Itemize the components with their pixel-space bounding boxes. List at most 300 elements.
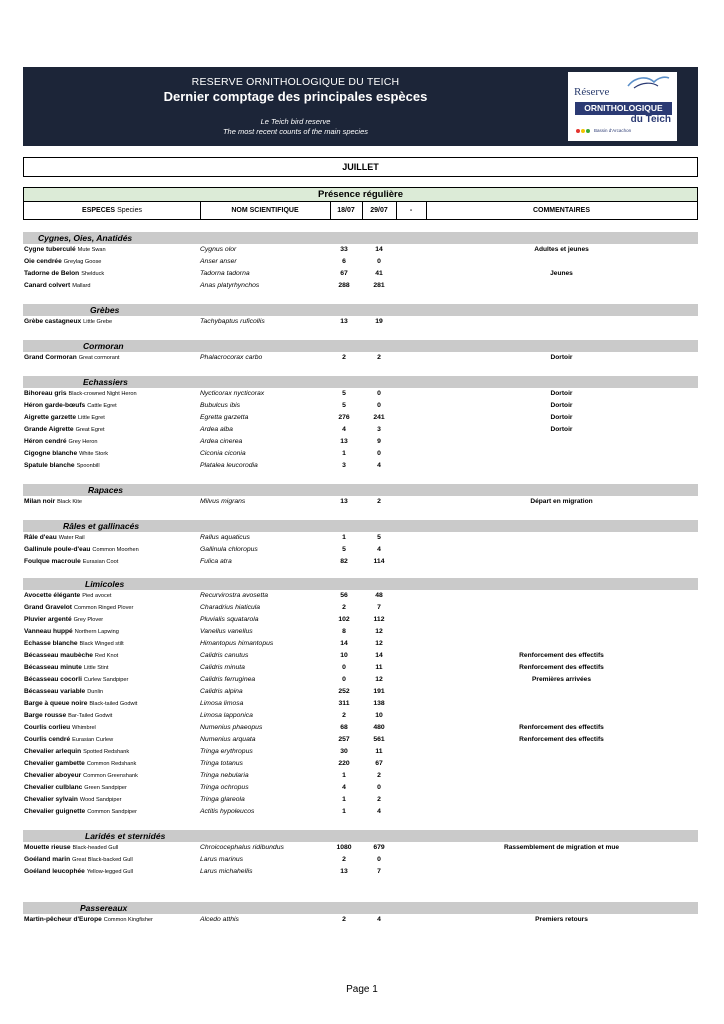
species-english-name: Cattle Egret	[87, 403, 117, 409]
group-title: Grèbes	[90, 305, 120, 315]
species-french-name: Martin-pêcheur d'Europe	[24, 916, 102, 923]
species-row	[23, 436, 698, 448]
count-date-1: 13	[340, 868, 348, 875]
species-french-name: Grande Aigrette	[24, 426, 74, 433]
scientific-name: Phalacrocorax carbo	[200, 354, 263, 361]
count-date-2: 11	[375, 664, 383, 671]
count-date-2: 138	[373, 700, 385, 707]
species-english-name: Great cormorant	[78, 355, 120, 361]
scientific-name: Ardea alba	[200, 426, 233, 433]
species-english-name: Mute Swan	[77, 247, 106, 253]
species-name	[24, 448, 108, 460]
species-english-name: Water Rail	[58, 535, 85, 541]
report-title: Dernier comptage des principales espèces	[163, 89, 428, 104]
count-date-2: 191	[373, 688, 385, 695]
count-date-2: 48	[375, 592, 383, 599]
count-date-2: 2	[377, 772, 381, 779]
species-french-name: Courlis cendré	[24, 736, 71, 743]
species-row	[23, 460, 698, 472]
count-date-2: 281	[373, 282, 385, 289]
count-date-1: 10	[340, 652, 348, 659]
count-date-1: 8	[342, 628, 346, 635]
species-english-name: Common Greenshank	[83, 773, 138, 779]
species-english-name: Green Sandpiper	[84, 785, 127, 791]
english-subtitle-2: The most recent counts of the main species	[222, 127, 369, 136]
species-row	[23, 806, 698, 818]
species-row	[23, 866, 698, 878]
count-date-2: 0	[377, 856, 381, 863]
comment: Adultes et jeunes	[534, 246, 589, 253]
species-french-name: Chevalier culblanc	[24, 784, 83, 791]
species-english-name: Little Egret	[78, 415, 105, 421]
count-date-1: 33	[340, 246, 348, 253]
species-french-name: Râle d'eau	[24, 534, 57, 541]
species-row	[23, 650, 698, 662]
species-french-name: Bihoreau gris	[24, 390, 67, 397]
species-english-name: Great Egret	[75, 427, 105, 433]
species-french-name: Barge à queue noire	[24, 700, 88, 707]
count-date-2: 11	[375, 748, 383, 755]
species-french-name: Goéland leucophée	[24, 868, 85, 875]
group-header	[23, 902, 698, 914]
comment: Dortoir	[550, 402, 573, 409]
scientific-name: Calidris ferruginea	[200, 676, 256, 683]
scientific-name: Alcedo atthis	[200, 916, 239, 923]
comment: Renforcement des effectifs	[519, 664, 604, 671]
count-date-2: 0	[377, 402, 381, 409]
comment: Premiers retours	[535, 916, 588, 923]
species-row	[23, 734, 698, 746]
col-date-1: 18/07	[337, 207, 355, 214]
species-name	[24, 460, 100, 472]
count-date-2: 480	[373, 724, 385, 731]
species-row	[23, 626, 698, 638]
species-row	[23, 758, 698, 770]
col-especes-label: ESPECES	[82, 207, 116, 214]
species-name	[24, 244, 106, 256]
species-row	[23, 710, 698, 722]
comment: Renforcement des effectifs	[519, 724, 604, 731]
species-french-name: Chevalier gambette	[24, 760, 85, 767]
species-name	[24, 638, 124, 650]
count-date-1: 1	[342, 808, 346, 815]
logo-dot-red	[576, 129, 580, 133]
species-name	[24, 256, 101, 268]
species-french-name: Chevalier sylvain	[24, 796, 78, 803]
comment: Premières arrivées	[531, 676, 592, 683]
species-english-name: Black-crowned Night Heron	[68, 391, 137, 397]
species-french-name: Chevalier aboyeur	[24, 772, 82, 779]
count-date-1: 1080	[336, 844, 352, 851]
species-name	[24, 746, 129, 758]
species-row	[23, 614, 698, 626]
species-english-name: Pied avocet	[82, 593, 112, 599]
scientific-name: Tadorna tadorna	[200, 270, 250, 277]
species-row	[23, 602, 698, 614]
count-date-1: 2	[342, 856, 346, 863]
species-name	[24, 686, 103, 698]
species-french-name: Bécasseau minute	[24, 664, 82, 671]
species-french-name: Bécasseau cocorli	[24, 676, 82, 683]
species-french-name: Canard colvert	[24, 282, 71, 289]
count-date-2: 0	[377, 784, 381, 791]
scientific-name: Limosa lapponica	[200, 712, 253, 719]
species-name	[24, 316, 112, 328]
count-date-1: 13	[340, 438, 348, 445]
species-english-name: Common Redshank	[86, 761, 137, 767]
count-date-1: 67	[340, 270, 348, 277]
col-nom-scientifique: NOM SCIENTIFIQUE	[231, 207, 299, 214]
count-date-2: 12	[375, 676, 383, 683]
species-english-name: Black Winged stilt	[79, 641, 124, 647]
count-date-1: 252	[338, 688, 350, 695]
logo-ornithologique-band: ORNITHOLOGIQUE	[575, 102, 672, 115]
species-english-name: Shelduck	[81, 271, 105, 277]
species-row	[23, 686, 698, 698]
count-date-1: 276	[338, 414, 350, 421]
scientific-name: Numenius phaeopus	[200, 724, 263, 731]
count-date-2: 14	[375, 652, 383, 659]
species-english-name: Northern Lapwing	[74, 629, 119, 635]
comment: Dortoir	[550, 426, 573, 433]
count-date-1: 1	[342, 450, 346, 457]
logo-reserve-text: Réserve	[574, 86, 610, 98]
species-name	[24, 424, 105, 436]
species-row	[23, 638, 698, 650]
english-subtitle-1: Le Teich bird reserve	[260, 117, 331, 126]
species-english-name: Mallard	[72, 283, 91, 289]
scientific-name: Limosa limosa	[200, 700, 244, 707]
species-french-name: Grèbe castagneux	[24, 318, 82, 325]
group-header	[23, 340, 698, 352]
scientific-name: Calidris alpina	[200, 688, 243, 695]
species-name	[24, 412, 105, 424]
bird-swoosh-icon	[626, 74, 671, 90]
count-date-1: 2	[342, 916, 346, 923]
species-name	[24, 650, 118, 662]
scientific-name: Ardea cinerea	[200, 438, 243, 445]
count-date-2: 0	[377, 390, 381, 397]
species-french-name: Milan noir	[24, 498, 56, 505]
page-number: Page 1	[346, 984, 378, 995]
species-english-name: Curlew Sandpiper	[83, 677, 129, 683]
count-date-2: 241	[373, 414, 385, 421]
species-french-name: Bécasseau maubèche	[24, 652, 93, 659]
group-title: Cormoran	[83, 341, 124, 351]
species-row	[23, 388, 698, 400]
species-row	[23, 244, 698, 256]
comment: Dortoir	[550, 390, 573, 397]
count-date-1: 14	[340, 640, 348, 647]
count-date-2: 5	[377, 534, 381, 541]
count-date-2: 14	[375, 246, 383, 253]
comment: Jeunes	[550, 270, 573, 277]
comment: Dortoir	[550, 414, 573, 421]
scientific-name: Ciconia ciconia	[200, 450, 246, 457]
comment: Dortoir	[550, 354, 573, 361]
group-header	[23, 232, 698, 244]
scientific-name: Milvus migrans	[200, 498, 246, 505]
species-french-name: Cigogne blanche	[24, 450, 78, 457]
count-date-2: 4	[377, 462, 381, 469]
species-row	[23, 268, 698, 280]
species-french-name: Grand Gravelot	[24, 604, 73, 611]
species-row	[23, 674, 698, 686]
species-name	[24, 854, 133, 866]
species-name	[24, 770, 138, 782]
comment: Renforcement des effectifs	[519, 652, 604, 659]
species-name	[24, 698, 137, 710]
species-name	[24, 556, 118, 568]
scientific-name: Vanellus vanellus	[200, 628, 253, 635]
count-date-1: 288	[338, 282, 350, 289]
count-date-1: 2	[342, 604, 346, 611]
group-header	[23, 578, 698, 590]
reserve-name: RESERVE ORNITHOLOGIQUE DU TEICH	[191, 76, 400, 88]
species-french-name: Mouette rieuse	[24, 844, 71, 851]
count-date-2: 3	[377, 426, 381, 433]
scientific-name: Numenius arquata	[200, 736, 256, 743]
group-title: Passereaux	[80, 903, 128, 913]
species-english-name: Red Knot	[94, 653, 119, 659]
species-row	[23, 412, 698, 424]
count-date-1: 30	[340, 748, 348, 755]
species-row	[23, 770, 698, 782]
count-date-1: 5	[342, 546, 346, 553]
species-french-name: Goéland marin	[24, 856, 71, 863]
species-row	[23, 556, 698, 568]
scientific-name: Himantopus himantopus	[200, 640, 274, 647]
count-date-1: 5	[342, 402, 346, 409]
count-date-2: 2	[377, 796, 381, 803]
species-english-name: Black-headed Gull	[72, 845, 119, 851]
logo-teich-text: du Teich	[630, 114, 671, 125]
count-date-1: 102	[338, 616, 350, 623]
scientific-name: Egretta garzetta	[200, 414, 249, 421]
species-french-name: Grand Cormoran	[24, 354, 77, 361]
comment: Rassemblement de migration et mue	[503, 844, 620, 851]
species-french-name: Spatule blanche	[24, 462, 75, 469]
species-english-name: Whimbrel	[72, 725, 96, 731]
species-row	[23, 854, 698, 866]
species-name	[24, 758, 136, 770]
group-title: Laridés et sternidés	[85, 831, 166, 841]
count-date-2: 0	[377, 450, 381, 457]
species-french-name: Echasse blanche	[24, 640, 78, 647]
species-french-name: Bécasseau variable	[24, 688, 86, 695]
count-date-1: 1	[342, 534, 346, 541]
scientific-name: Larus marinus	[200, 856, 244, 863]
species-row	[23, 400, 698, 412]
count-date-2: 9	[377, 438, 381, 445]
scientific-name: Gallinula chloropus	[200, 546, 258, 553]
species-name	[24, 734, 113, 746]
species-row	[23, 496, 698, 508]
count-date-1: 0	[342, 664, 346, 671]
scientific-name: Cygnus olor	[200, 246, 237, 253]
species-english-name: Common Ringed Plover	[74, 605, 134, 611]
group-title: Limicoles	[85, 579, 125, 589]
species-french-name: Chevalier guignette	[24, 808, 86, 815]
species-name	[24, 794, 121, 806]
scientific-name: Actitis hypoleucos	[200, 808, 255, 815]
species-row	[23, 590, 698, 602]
count-date-2: 41	[375, 270, 383, 277]
count-date-1: 1	[342, 796, 346, 803]
column-headers	[23, 201, 698, 220]
species-english-name: Spoonbill	[76, 463, 100, 469]
count-date-2: 4	[377, 808, 381, 815]
species-name	[24, 674, 128, 686]
species-french-name: Héron garde-bœufs	[24, 402, 86, 409]
species-english-name: Little Stint	[83, 665, 109, 671]
count-date-1: 5	[342, 390, 346, 397]
count-date-2: 10	[375, 712, 383, 719]
species-name	[24, 806, 137, 818]
species-name	[24, 590, 111, 602]
count-date-2: 12	[375, 640, 383, 647]
count-date-2: 7	[377, 868, 381, 875]
species-english-name: Greylag Goose	[63, 259, 102, 265]
count-date-1: 257	[338, 736, 350, 743]
species-row	[23, 532, 698, 544]
scientific-name: Calidris minuta	[200, 664, 245, 671]
species-name	[24, 614, 103, 626]
section-title: Présence régulière	[23, 187, 698, 202]
group-title: Râles et gallinacés	[63, 521, 140, 531]
species-row	[23, 424, 698, 436]
species-name	[24, 496, 82, 508]
group-title: Rapaces	[88, 485, 123, 495]
comment: Renforcement des effectifs	[519, 736, 604, 743]
species-row	[23, 914, 698, 926]
scientific-name: Tringa totanus	[200, 760, 243, 767]
species-english-name: Spotted Redshank	[83, 749, 130, 755]
group-header	[23, 830, 698, 842]
group-title: Echassiers	[83, 377, 128, 387]
species-english-name: Wood Sandpiper	[79, 797, 122, 803]
group-header	[23, 520, 698, 532]
scientific-name: Platalea leucorodia	[200, 462, 258, 469]
species-french-name: Oie cendrée	[24, 258, 62, 265]
species-row	[23, 722, 698, 734]
count-date-1: 68	[340, 724, 348, 731]
species-french-name: Barge rousse	[24, 712, 67, 719]
scientific-name: Pluvialis squatarola	[200, 616, 259, 623]
count-date-1: 13	[340, 318, 348, 325]
species-english-name: Common Kingfisher	[103, 917, 153, 923]
count-date-1: 311	[338, 700, 350, 707]
count-date-2: 67	[375, 760, 383, 767]
scientific-name: Recurvirostra avosetta	[200, 592, 268, 599]
species-name	[24, 268, 104, 280]
scientific-name: Tringa ochropus	[200, 784, 249, 791]
species-english-name: Common Sandpiper	[87, 809, 137, 815]
species-row	[23, 746, 698, 758]
species-name	[24, 842, 118, 854]
scientific-name: Fulica atra	[200, 558, 232, 565]
species-english-name: Little Grebe	[83, 319, 113, 325]
species-english-name: Bar-Tailed Godwit	[68, 713, 113, 719]
count-date-1: 4	[342, 784, 346, 791]
count-date-2: 0	[377, 258, 381, 265]
count-date-2: 2	[377, 354, 381, 361]
count-date-2: 2	[377, 498, 381, 505]
scientific-name: Chroicocephalus ridibundus	[200, 844, 284, 851]
group-header	[23, 376, 698, 388]
count-date-2: 19	[375, 318, 383, 325]
species-row	[23, 842, 698, 854]
species-row	[23, 794, 698, 806]
species-english-name: Grey Plover	[73, 617, 104, 623]
count-date-1: 1	[342, 772, 346, 779]
species-name	[24, 722, 96, 734]
comment: Départ en migration	[530, 498, 593, 505]
species-french-name: Tadorne de Belon	[24, 270, 80, 277]
count-date-1: 220	[338, 760, 350, 767]
col-especes	[24, 202, 200, 219]
species-row	[23, 698, 698, 710]
report-header	[23, 67, 698, 146]
species-french-name: Chevalier arlequin	[24, 748, 82, 755]
species-row	[23, 544, 698, 556]
group-header	[23, 484, 698, 496]
species-french-name: Courlis corlieu	[24, 724, 71, 731]
species-french-name: Héron cendré	[24, 438, 67, 445]
col-especes-en: Species	[117, 207, 142, 214]
col-commentaires: COMMENTAIRES	[532, 207, 591, 214]
species-name	[24, 436, 97, 448]
species-french-name: Foulque macroule	[24, 558, 81, 565]
species-english-name: Eurasian Coot	[82, 559, 119, 565]
count-date-2: 679	[373, 844, 385, 851]
count-date-1: 0	[342, 676, 346, 683]
species-row	[23, 316, 698, 328]
col-date-2: 29/07	[370, 207, 388, 214]
count-date-2: 112	[373, 616, 385, 623]
count-date-2: 12	[375, 628, 383, 635]
species-row	[23, 256, 698, 268]
month-title: JUILLET	[23, 157, 698, 177]
scientific-name: Nycticorax nycticorax	[200, 390, 265, 397]
species-name	[24, 400, 117, 412]
count-date-2: 561	[373, 736, 385, 743]
species-french-name: Pluvier argenté	[24, 616, 72, 623]
species-english-name: Great Black-backed Gull	[72, 857, 133, 863]
species-english-name: White Stork	[79, 451, 109, 457]
species-name	[24, 388, 137, 400]
species-name	[24, 866, 133, 878]
group-header	[23, 304, 698, 316]
group-title: Cygnes, Oies, Anatidés	[38, 233, 133, 243]
species-english-name: Dunlin	[87, 689, 104, 695]
count-date-2: 4	[377, 916, 381, 923]
species-french-name: Gallinule poule-d'eau	[24, 546, 91, 553]
count-date-2: 4	[377, 546, 381, 553]
species-row	[23, 782, 698, 794]
species-name	[24, 626, 119, 638]
species-english-name: Black-tailed Godwit	[89, 701, 138, 707]
count-date-1: 56	[340, 592, 348, 599]
species-english-name: Black Kite	[57, 499, 83, 505]
species-french-name: Vanneau huppé	[24, 628, 73, 635]
species-name	[24, 352, 120, 364]
scientific-name: Anser anser	[200, 258, 237, 265]
scientific-name: Charadrius hiaticula	[200, 604, 261, 611]
scientific-name: Anas platyrhynchos	[200, 282, 260, 289]
count-date-1: 2	[342, 712, 346, 719]
species-english-name: Grey Heron	[68, 439, 98, 445]
